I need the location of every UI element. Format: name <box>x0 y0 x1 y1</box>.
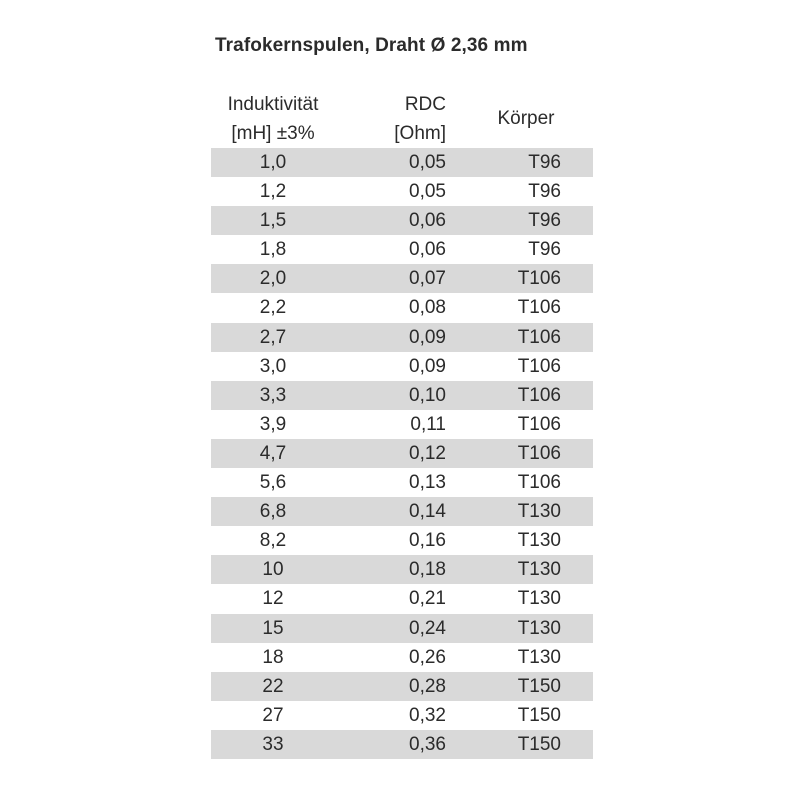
cell-inductance: 8,2 <box>259 530 287 552</box>
cell-inductance: 3,9 <box>259 413 287 435</box>
cell-body: T96 <box>528 152 561 173</box>
table-row <box>211 235 593 264</box>
cell-rdc: 0,36 <box>409 733 446 755</box>
header-rdc <box>361 90 446 148</box>
table-row <box>211 468 593 497</box>
cell-rdc: 0,06 <box>409 239 446 261</box>
cell-inductance: 5,6 <box>259 472 287 494</box>
cell-body: T96 <box>528 210 561 232</box>
cell-inductance: 2,2 <box>259 297 287 319</box>
cell-inductance: 10 <box>262 559 284 581</box>
table-body <box>211 148 593 759</box>
cell-rdc: 0,09 <box>409 355 446 377</box>
table-row <box>211 264 593 293</box>
cell-body: T106 <box>517 442 561 464</box>
cell-inductance: 3,3 <box>259 384 287 406</box>
page-title: Trafokernspulen, Draht Ø 2,36 mm <box>215 35 528 56</box>
cell-body: T96 <box>528 239 561 261</box>
cell-inductance: 2,7 <box>259 326 287 348</box>
table-row <box>211 584 593 613</box>
table-row <box>211 323 593 352</box>
cell-rdc: 0,14 <box>409 501 446 523</box>
cell-body: T130 <box>517 646 561 668</box>
cell-inductance: 22 <box>262 675 284 697</box>
cell-inductance: 4,7 <box>259 442 287 464</box>
cell-rdc: 0,21 <box>409 588 446 610</box>
cell-body: T106 <box>517 326 561 348</box>
cell-inductance: 1,8 <box>259 239 287 261</box>
cell-rdc: 0,09 <box>409 326 446 348</box>
table-row <box>211 381 593 410</box>
cell-inductance: 12 <box>262 588 284 610</box>
cell-body: T130 <box>517 530 561 552</box>
table-row <box>211 614 593 643</box>
cell-body: T106 <box>517 413 561 435</box>
cell-rdc: 0,12 <box>409 442 446 464</box>
cell-rdc: 0,26 <box>409 646 446 668</box>
cell-body: T130 <box>517 501 561 523</box>
cell-inductance: 6,8 <box>259 501 287 523</box>
header-inductance-line1: Induktivität <box>227 94 319 115</box>
header-rdc-line1: RDC <box>404 94 446 115</box>
cell-rdc: 0,06 <box>409 210 446 232</box>
cell-rdc: 0,07 <box>409 268 446 290</box>
header-body: Körper <box>497 108 555 129</box>
cell-rdc: 0,10 <box>409 384 446 406</box>
cell-body: T150 <box>517 704 561 726</box>
header-inductance <box>211 90 335 148</box>
cell-inductance: 33 <box>262 733 284 755</box>
cell-body: T106 <box>517 355 561 377</box>
table-row <box>211 701 593 730</box>
table-row <box>211 293 593 322</box>
table-row <box>211 352 593 381</box>
cell-rdc: 0,18 <box>409 559 446 581</box>
cell-inductance: 1,5 <box>259 210 287 232</box>
cell-rdc: 0,28 <box>409 675 446 697</box>
table-row <box>211 439 593 468</box>
cell-body: T130 <box>517 588 561 610</box>
cell-inductance: 18 <box>262 646 284 668</box>
cell-inductance: 1,2 <box>259 181 287 203</box>
cell-inductance: 1,0 <box>259 152 287 173</box>
cell-inductance: 15 <box>262 617 284 639</box>
table-row <box>211 555 593 584</box>
cell-body: T150 <box>517 675 561 697</box>
header-inductance-line2: [mH] ±3% <box>231 123 315 144</box>
table-row <box>211 730 593 759</box>
table-row <box>211 148 593 177</box>
table-row <box>211 410 593 439</box>
table-row <box>211 526 593 555</box>
table-row <box>211 206 593 235</box>
cell-inductance: 3,0 <box>259 355 287 377</box>
cell-rdc: 0,05 <box>409 152 446 173</box>
cell-body: T106 <box>517 384 561 406</box>
cell-body: T96 <box>528 181 561 203</box>
cell-body: T130 <box>517 559 561 581</box>
table-row <box>211 497 593 526</box>
cell-inductance: 27 <box>262 704 284 726</box>
table-row <box>211 672 593 701</box>
header-rdc-line2: [Ohm] <box>394 123 446 144</box>
cell-rdc: 0,13 <box>409 472 446 494</box>
cell-body: T130 <box>517 617 561 639</box>
cell-rdc: 0,08 <box>409 297 446 319</box>
cell-body: T106 <box>517 297 561 319</box>
cell-rdc: 0,24 <box>409 617 446 639</box>
cell-rdc: 0,05 <box>409 181 446 203</box>
table-row <box>211 643 593 672</box>
table-header <box>211 90 593 148</box>
cell-body: T106 <box>517 268 561 290</box>
cell-rdc: 0,16 <box>409 530 446 552</box>
cell-rdc: 0,11 <box>410 413 446 435</box>
cell-body: T106 <box>517 472 561 494</box>
cell-inductance: 2,0 <box>259 268 287 290</box>
cell-rdc: 0,32 <box>409 704 446 726</box>
cell-body: T150 <box>517 733 561 755</box>
spec-table <box>211 90 593 759</box>
table-row <box>211 177 593 206</box>
